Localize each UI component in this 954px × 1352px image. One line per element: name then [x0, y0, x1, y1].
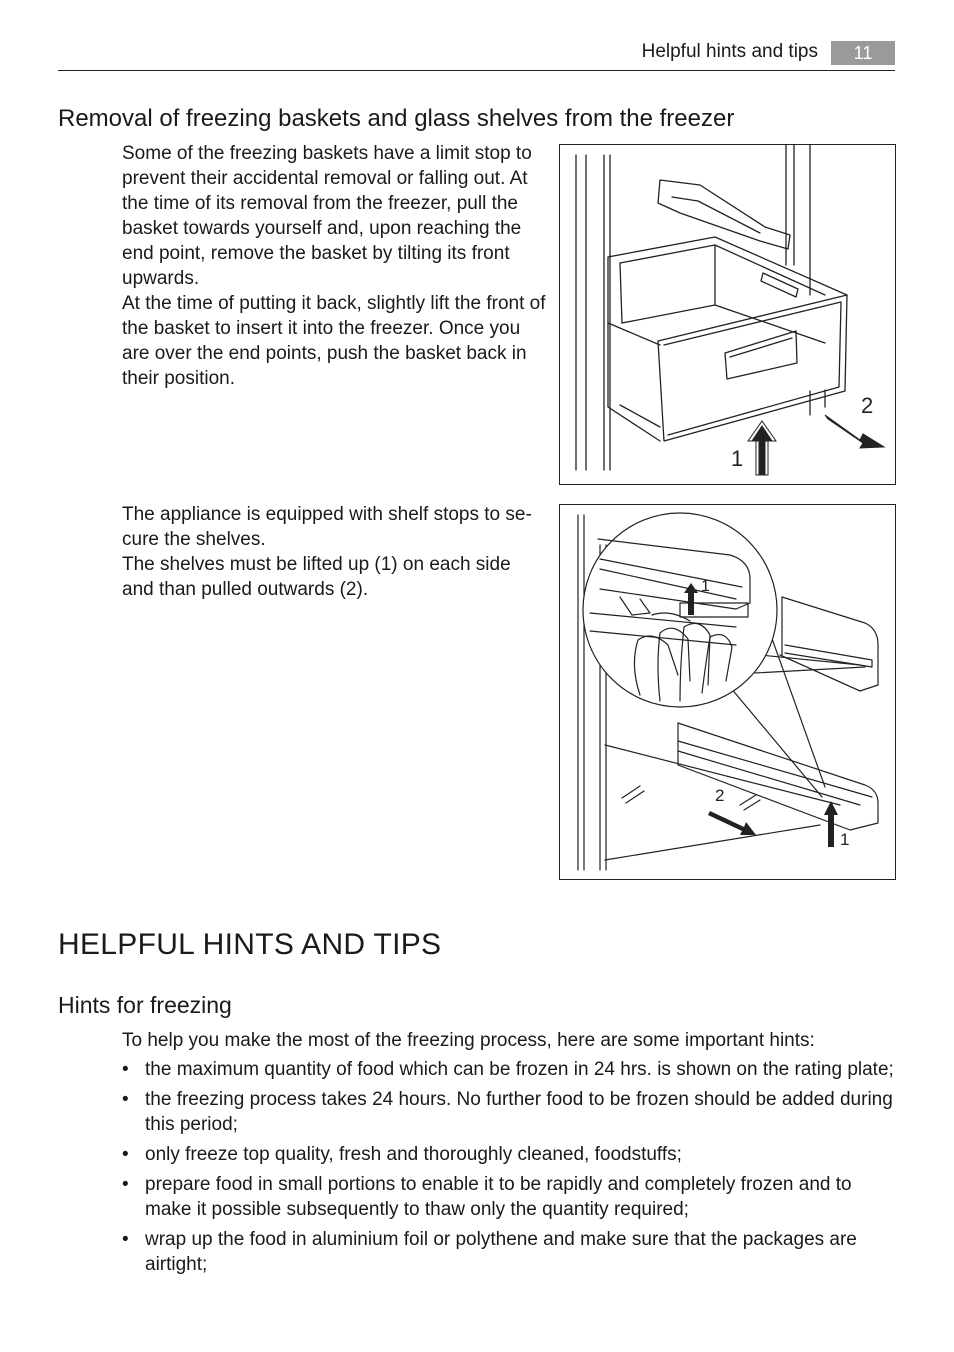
subheading-hints-for-freezing: Hints for freezing	[58, 992, 232, 1018]
bullet-icon: •	[122, 1059, 129, 1080]
label-zoom-up: 1	[701, 578, 710, 595]
chapter-heading: HELPFUL HINTS AND TIPS	[58, 928, 442, 961]
shelf-paragraph-1: The appliance is equipped with shelf stops to se-cure the shelves.	[122, 504, 532, 550]
basket-instructions	[122, 141, 548, 391]
list-item: • the freezing process takes 24 hours. No further food to be frozen should be added during this period;	[122, 1089, 893, 1135]
shelf-instructions	[122, 502, 540, 602]
list-item: • prepare food in small portions to enable it to be rapidly and completely frozen and to make it possible subsequently to thaw only the quantity required;	[122, 1174, 852, 1220]
label-lift-up: 1	[840, 830, 850, 849]
page-number-badge: 11	[831, 41, 895, 65]
list-item: • wrap up the food in aluminium foil or polythene and make sure that the packages are airtight;	[122, 1229, 857, 1275]
bullet-icon: •	[122, 1229, 129, 1250]
header-divider	[58, 70, 895, 71]
section-heading-removal: Removal of freezing baskets and glass shelves from the freezer	[58, 105, 735, 132]
list-item: • only freeze top quality, fresh and thoroughly cleaned, foodstuffs;	[122, 1144, 682, 1165]
basket-drawing	[560, 145, 895, 484]
list-item: • the maximum quantity of food which can be frozen in 24 hrs. is shown on the rating plate;	[122, 1059, 894, 1080]
basket-paragraph-2: At the time of putting it back, slightly lift the front of the basket to insert it into the freezer. Once you are over the end points, push the basket back in their position.	[122, 293, 546, 389]
running-header-title: Helpful hints and tips	[641, 41, 818, 62]
shelf-drawing	[560, 505, 895, 879]
shelf-removal-illustration	[559, 504, 896, 880]
label-arrow-out: 2	[861, 393, 874, 418]
bullet-icon: •	[122, 1089, 129, 1110]
bullet-icon: •	[122, 1174, 129, 1195]
label-pull-out: 2	[715, 786, 725, 805]
hints-intro: To help you make the most of the freezing process, here are some important hints:	[122, 1030, 815, 1051]
label-arrow-up: 1	[731, 446, 744, 471]
shelf-paragraph-2: The shelves must be lifted up (1) on each side and than pulled outwards (2).	[122, 554, 511, 600]
bullet-icon: •	[122, 1144, 129, 1165]
basket-paragraph-1: Some of the freezing baskets have a limit stop to prevent their accidental removal or falling out. At the time of its removal from the freezer, pull the basket towards yourself and, upon reaching the end point, remove the basket by tilting its front upwards.	[122, 143, 532, 289]
hints-list	[122, 1057, 897, 1282]
basket-removal-illustration	[559, 144, 896, 485]
